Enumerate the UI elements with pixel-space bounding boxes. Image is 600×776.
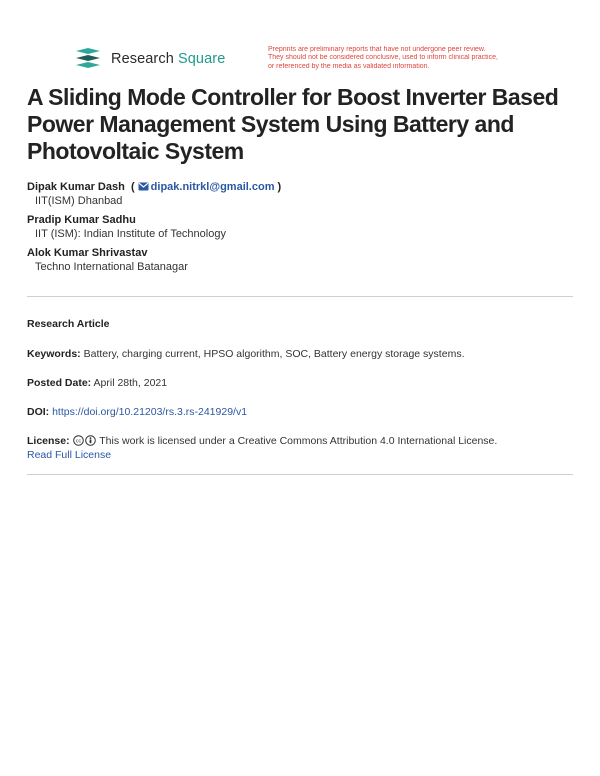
divider bbox=[27, 296, 573, 297]
research-square-logo-icon bbox=[74, 48, 102, 70]
research-square-logo[interactable] bbox=[74, 48, 225, 70]
divider bbox=[27, 474, 573, 475]
license-text: This work is licensed under a Creative Commons Attribution 4.0 International License. bbox=[99, 435, 498, 447]
keywords-value: Battery, charging current, HPSO algorithm, SOC, Battery energy storage systems. bbox=[83, 348, 465, 360]
paper-title: A Sliding Mode Controller for Boost Inverter Based Power Management System Using Battery and Photovoltaic System bbox=[27, 84, 559, 164]
svg-text:cc: cc bbox=[75, 438, 81, 445]
header bbox=[0, 0, 600, 82]
doi-label: DOI: bbox=[27, 406, 50, 418]
keywords-label: Keywords: bbox=[27, 348, 81, 360]
article-type: Research Article bbox=[27, 318, 110, 330]
author-affiliation: IIT (ISM): Indian Institute of Technology bbox=[35, 228, 226, 240]
posted-date-value: April 28th, 2021 bbox=[93, 377, 168, 389]
keywords bbox=[27, 347, 577, 361]
disclaimer-line: or referenced by the media as validated information. bbox=[268, 62, 430, 70]
read-full-license-link[interactable]: Read Full License bbox=[27, 449, 112, 461]
posted-date bbox=[27, 376, 577, 390]
doi-link[interactable]: https://doi.org/10.21203/rs.3.rs-241929/v1 bbox=[52, 406, 248, 418]
author-affiliation: Techno International Batanagar bbox=[35, 261, 188, 273]
email-icon bbox=[138, 182, 149, 191]
doi bbox=[27, 405, 577, 419]
disclaimer-line: They should not be considered conclusive, used to inform clinical practice, bbox=[268, 54, 498, 62]
author-name: Alok Kumar Shrivastav bbox=[27, 247, 148, 259]
logo-text: Research Square bbox=[111, 51, 226, 67]
license bbox=[27, 434, 577, 462]
author-email-link[interactable]: dipak.nitrkl@gmail.com bbox=[138, 181, 275, 193]
creative-commons-icon[interactable] bbox=[73, 435, 97, 446]
author-name: Pradip Kumar Sadhu bbox=[27, 214, 136, 226]
posted-date-label: Posted Date: bbox=[27, 377, 92, 389]
license-label: License: bbox=[27, 435, 70, 447]
author-name: Dipak Kumar Dash ( dipak.nitrkl@gmail.com ) bbox=[27, 181, 282, 193]
preprint-disclaimer bbox=[268, 46, 568, 71]
author-list bbox=[27, 180, 577, 279]
author-affiliation: IIT(ISM) Dhanbad bbox=[35, 195, 123, 207]
disclaimer-line: Preprints are preliminary reports that have not undergone peer review. bbox=[268, 46, 486, 53]
